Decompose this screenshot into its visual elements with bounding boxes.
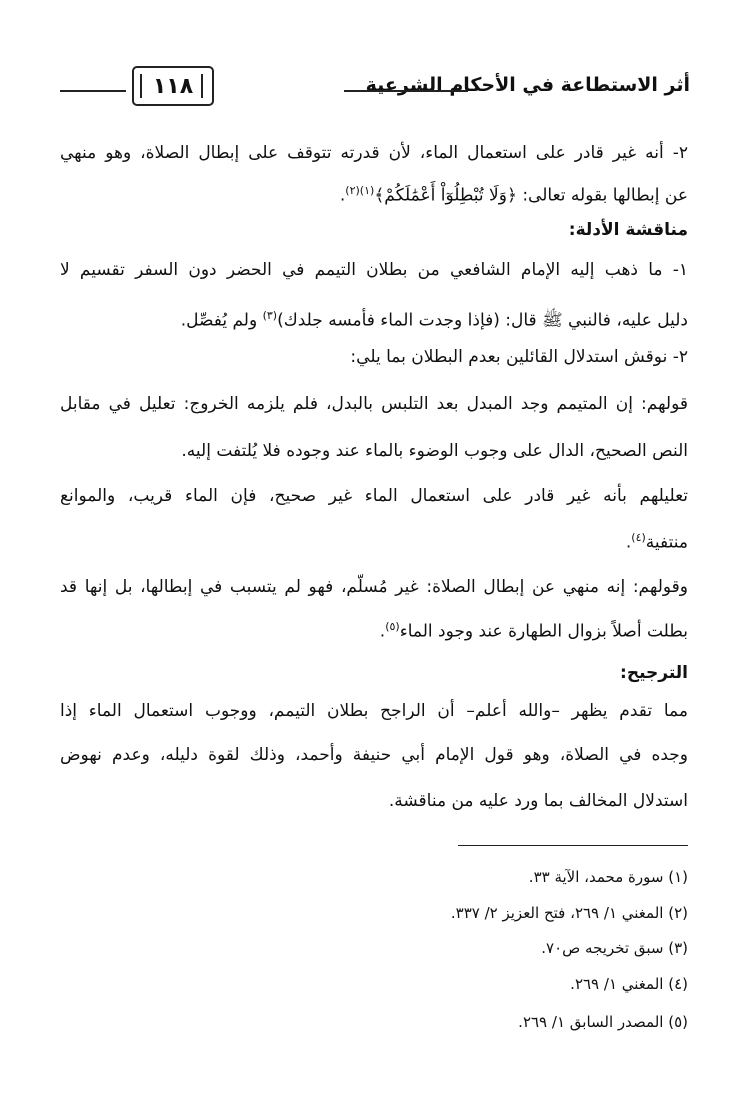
page-header xyxy=(60,66,690,106)
footnote: (٢) المغني ١/ ٢٦٩، فتح العزيز ٢/ ٣٣٧. xyxy=(450,904,688,922)
footnote: (١) سورة محمد، الآية ٣٣. xyxy=(528,868,688,886)
header-rule-left xyxy=(60,90,126,92)
footnote: (٥) المصدر السابق ١/ ٢٦٩. xyxy=(518,1013,688,1031)
text-fragment: منتفية xyxy=(645,532,688,553)
footnote-ref: (٤) xyxy=(631,531,646,544)
footnote-ref: (٥) xyxy=(385,620,400,633)
text-line: مما تقدم يظهر –والله أعلم– أن الراجح بطلان التيمم، ووجوب استعمال الماء إذا xyxy=(60,701,688,721)
text-line xyxy=(60,614,688,645)
text-line: وجده في الصلاة، وهو قول الإمام أبي حنيفة وأحمد، وذلك لقوة دليله، وعدم نهوض xyxy=(60,745,688,765)
text-fragment: بطلت أصلاً بزوال الطهارة عند وجود الماء xyxy=(399,621,688,642)
text-line: وقولهم: إنه منهي عن إبطال الصلاة: غير مُسلَّم، فهو لم يتسبب في إبطالها، بل إنها قد xyxy=(60,577,688,597)
page-number: ١١٨ xyxy=(152,73,194,99)
header-rule-right xyxy=(344,90,468,92)
footnote-ref: (١)(٢) xyxy=(345,184,375,197)
text-line: قولهم: إن المتيمم وجد المبدل بعد التلبس بالبدل، فلم يلزمه الخروج: تعليل في مقابل xyxy=(60,394,688,414)
punctuation: . xyxy=(339,185,346,206)
page-number-box xyxy=(132,66,214,106)
text-line: ٢- أنه غير قادر على استعمال الماء، لأن قدرته تتوقف على إبطال الصلاة، وهو منهي xyxy=(60,143,688,163)
footnote-ref: (٣) xyxy=(262,309,278,322)
punctuation: . xyxy=(625,532,632,553)
punctuation: . xyxy=(379,621,386,642)
text-line: النص الصحيح، الدال على وجوب الوضوء بالماء عند وجوده فلا يُلتفت إليه. xyxy=(181,441,688,461)
footnote: (٣) سبق تخريجه ص٧٠. xyxy=(541,939,688,957)
text-line: تعليلهم بأنه غير قادر على استعمال الماء غير صحيح، فإن الماء قريب، والموانع xyxy=(60,486,688,506)
hadith-text: دليل عليه، فالنبي ﷺ قال: (فإذا وجدت الماء فأمسه جلدك) xyxy=(277,310,688,331)
text-line: ١- ما ذهب إليه الإمام الشافعي من بطلان التيمم في الحضر دون السفر تقسيم لا xyxy=(60,260,688,280)
text-line: ٢- نوقش استدلال القائلين بعدم البطلان بما يلي: xyxy=(350,347,688,367)
text-line xyxy=(60,303,688,334)
footnote: (٤) المغني ١/ ٢٦٩. xyxy=(570,975,688,993)
text-line xyxy=(60,525,688,556)
text-line: استدلال المخالف بما ورد عليه من مناقشة. xyxy=(388,791,688,811)
section-heading: مناقشة الأدلة: xyxy=(568,220,688,240)
section-heading: الترجيح: xyxy=(620,663,688,683)
text-fragment: ولم يُفصِّل. xyxy=(180,310,263,331)
running-title: أثر الاستطاعة في الأحكام الشرعية xyxy=(365,74,690,96)
quran-quote: عن إبطالها بقوله تعالى: ﴿وَلَا تُبْطِلُوٓاْ أَعْمَٰلَكُمْ﴾ xyxy=(374,185,688,206)
footnote-separator xyxy=(458,845,688,846)
text-line xyxy=(60,178,688,209)
